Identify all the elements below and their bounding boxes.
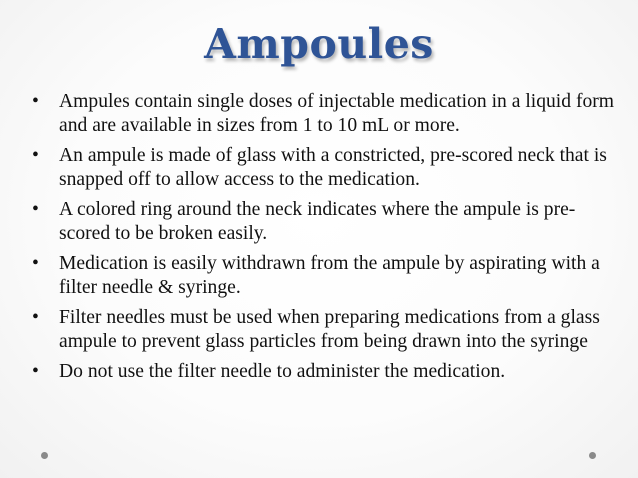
bullet-icon: • bbox=[32, 145, 39, 166]
bullet-text: Do not use the filter needle to administer the medication. bbox=[59, 361, 506, 382]
decorative-dot-icon bbox=[41, 452, 48, 459]
bullet-item bbox=[31, 252, 621, 300]
bullet-icon: • bbox=[32, 253, 39, 274]
bullet-icon: • bbox=[32, 361, 39, 382]
bullet-item bbox=[31, 144, 621, 192]
bullet-text: Filter needles must be used when preparing medications from a glass ampule to prevent glass particles from being drawn into the syringe bbox=[59, 307, 600, 352]
decorative-dot-icon bbox=[589, 452, 596, 459]
slide-title: Ampoules bbox=[204, 20, 434, 68]
bullet-item bbox=[31, 360, 621, 384]
bullet-item bbox=[31, 306, 621, 354]
bullet-list bbox=[31, 90, 621, 390]
bullet-text: Ampules contain single doses of injectable medication in a liquid form and are available in sizes from 1 to 10 mL or more. bbox=[59, 91, 615, 136]
bullet-item bbox=[31, 198, 621, 246]
bullet-icon: • bbox=[32, 307, 39, 328]
bullet-icon: • bbox=[32, 91, 39, 112]
bullet-text: An ampule is made of glass with a constricted, pre-scored neck that is snapped off to allow access to the medication. bbox=[59, 145, 607, 190]
bullet-text: Medication is easily withdrawn from the ampule by aspirating with a filter needle & syringe. bbox=[59, 253, 600, 298]
bullet-text: A colored ring around the neck indicates where the ampule is pre-scored to be broken easily. bbox=[59, 199, 576, 244]
bullet-icon: • bbox=[32, 199, 39, 220]
bullet-item bbox=[31, 90, 621, 138]
